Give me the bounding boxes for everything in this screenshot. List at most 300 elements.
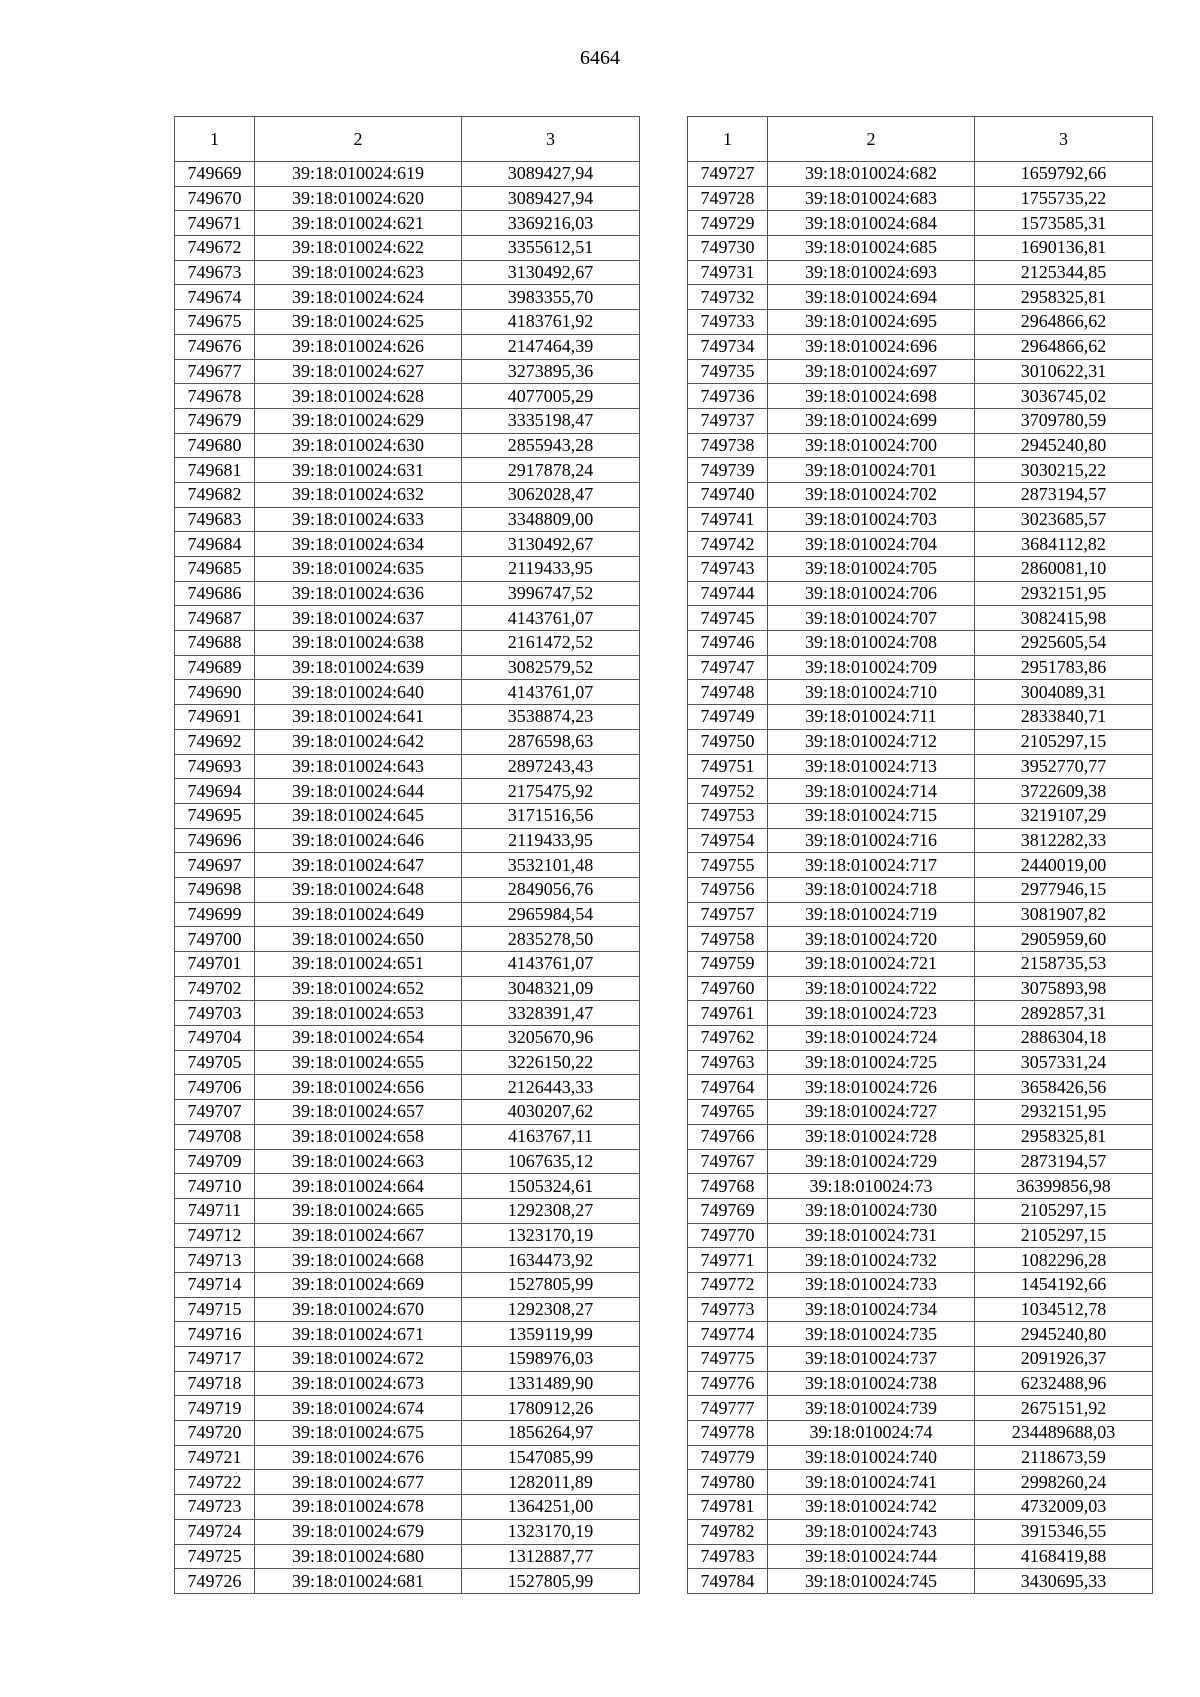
value-cell: 2925605,54 <box>975 631 1153 656</box>
row-number-cell: 749730 <box>688 236 768 261</box>
cadastral-number-cell: 39:18:010024:640 <box>255 680 462 705</box>
value-cell: 1292308,27 <box>462 1198 640 1223</box>
value-cell: 2873194,57 <box>975 482 1153 507</box>
value-cell: 3709780,59 <box>975 408 1153 433</box>
table-row <box>175 507 640 532</box>
row-number-cell: 749772 <box>688 1272 768 1297</box>
cadastral-number-cell: 39:18:010024:716 <box>768 828 975 853</box>
cadastral-number-cell: 39:18:010024:725 <box>768 1050 975 1075</box>
value-cell: 2886304,18 <box>975 1026 1153 1051</box>
value-cell: 3010622,31 <box>975 359 1153 384</box>
row-number-cell: 749688 <box>175 631 255 656</box>
cadastral-number-cell: 39:18:010024:631 <box>255 458 462 483</box>
data-table-left <box>174 116 640 1594</box>
row-number-cell: 749741 <box>688 507 768 532</box>
row-number-cell: 749775 <box>688 1347 768 1372</box>
value-cell: 1312887,77 <box>462 1544 640 1569</box>
cadastral-number-cell: 39:18:010024:701 <box>768 458 975 483</box>
table-row <box>175 902 640 927</box>
row-number-cell: 749718 <box>175 1371 255 1396</box>
table-row <box>175 655 640 680</box>
cadastral-number-cell: 39:18:010024:621 <box>255 211 462 236</box>
cadastral-number-cell: 39:18:010024:680 <box>255 1544 462 1569</box>
table-row <box>688 482 1153 507</box>
table-row <box>688 828 1153 853</box>
table-row <box>688 433 1153 458</box>
value-cell: 1527805,99 <box>462 1272 640 1297</box>
cadastral-number-cell: 39:18:010024:620 <box>255 186 462 211</box>
row-number-cell: 749783 <box>688 1544 768 1569</box>
value-cell: 2932151,95 <box>975 1100 1153 1125</box>
row-number-cell: 749681 <box>175 458 255 483</box>
value-cell: 3684112,82 <box>975 532 1153 557</box>
row-number-cell: 749704 <box>175 1026 255 1051</box>
cadastral-number-cell: 39:18:010024:698 <box>768 384 975 409</box>
table-row <box>175 1495 640 1520</box>
row-number-cell: 749774 <box>688 1322 768 1347</box>
table-row <box>175 877 640 902</box>
table-row <box>175 162 640 187</box>
cadastral-number-cell: 39:18:010024:700 <box>768 433 975 458</box>
table-row <box>688 1371 1153 1396</box>
row-number-cell: 749762 <box>688 1026 768 1051</box>
table-row <box>175 803 640 828</box>
value-cell: 2175475,92 <box>462 779 640 804</box>
cadastral-number-cell: 39:18:010024:630 <box>255 433 462 458</box>
cadastral-number-cell: 39:18:010024:669 <box>255 1272 462 1297</box>
cadastral-number-cell: 39:18:010024:638 <box>255 631 462 656</box>
value-cell: 3658426,56 <box>975 1075 1153 1100</box>
table-row <box>175 729 640 754</box>
table-row <box>175 1100 640 1125</box>
value-cell: 2964866,62 <box>975 310 1153 335</box>
value-cell: 6232488,96 <box>975 1371 1153 1396</box>
table-row <box>175 1198 640 1223</box>
table-row <box>175 186 640 211</box>
value-cell: 3030215,22 <box>975 458 1153 483</box>
value-cell: 2945240,80 <box>975 433 1153 458</box>
row-number-cell: 749678 <box>175 384 255 409</box>
row-number-cell: 749728 <box>688 186 768 211</box>
table-row <box>175 779 640 804</box>
row-number-cell: 749744 <box>688 581 768 606</box>
table-row <box>688 458 1153 483</box>
cadastral-number-cell: 39:18:010024:715 <box>768 803 975 828</box>
row-number-cell: 749723 <box>175 1495 255 1520</box>
table-row <box>175 1001 640 1026</box>
value-cell: 4143761,07 <box>462 952 640 977</box>
table-row <box>688 1421 1153 1446</box>
value-cell: 4077005,29 <box>462 384 640 409</box>
cadastral-number-cell: 39:18:010024:728 <box>768 1124 975 1149</box>
cadastral-number-cell: 39:18:010024:645 <box>255 803 462 828</box>
cadastral-number-cell: 39:18:010024:684 <box>768 211 975 236</box>
table-row <box>688 754 1153 779</box>
table-row <box>688 507 1153 532</box>
cadastral-number-cell: 39:18:010024:729 <box>768 1149 975 1174</box>
row-number-cell: 749687 <box>175 606 255 631</box>
row-number-cell: 749748 <box>688 680 768 705</box>
value-cell: 1659792,66 <box>975 162 1153 187</box>
cadastral-number-cell: 39:18:010024:724 <box>768 1026 975 1051</box>
row-number-cell: 749709 <box>175 1149 255 1174</box>
cadastral-number-cell: 39:18:010024:622 <box>255 236 462 261</box>
table-row <box>175 211 640 236</box>
cadastral-number-cell: 39:18:010024:625 <box>255 310 462 335</box>
cadastral-number-cell: 39:18:010024:733 <box>768 1272 975 1297</box>
row-number-cell: 749679 <box>175 408 255 433</box>
value-cell: 3226150,22 <box>462 1050 640 1075</box>
row-number-cell: 749692 <box>175 729 255 754</box>
value-cell: 3328391,47 <box>462 1001 640 1026</box>
value-cell: 1505324,61 <box>462 1174 640 1199</box>
value-cell: 2119433,95 <box>462 557 640 582</box>
row-number-cell: 749677 <box>175 359 255 384</box>
table-row <box>175 384 640 409</box>
value-cell: 1359119,99 <box>462 1322 640 1347</box>
table-row <box>688 952 1153 977</box>
row-number-cell: 749781 <box>688 1495 768 1520</box>
table-row <box>688 408 1153 433</box>
row-number-cell: 749672 <box>175 236 255 261</box>
value-cell: 1856264,97 <box>462 1421 640 1446</box>
cadastral-number-cell: 39:18:010024:655 <box>255 1050 462 1075</box>
column-header: 2 <box>768 117 975 162</box>
table-row <box>175 1050 640 1075</box>
table-row <box>688 260 1153 285</box>
row-number-cell: 749708 <box>175 1124 255 1149</box>
cadastral-number-cell: 39:18:010024:708 <box>768 631 975 656</box>
table-row <box>688 186 1153 211</box>
table-row <box>688 803 1153 828</box>
value-cell: 1323170,19 <box>462 1223 640 1248</box>
table-row <box>688 655 1153 680</box>
table-header-row <box>688 117 1153 162</box>
value-cell: 3348809,00 <box>462 507 640 532</box>
cadastral-number-cell: 39:18:010024:647 <box>255 853 462 878</box>
value-cell: 2105297,15 <box>975 729 1153 754</box>
value-cell: 4168419,88 <box>975 1544 1153 1569</box>
row-number-cell: 749771 <box>688 1248 768 1273</box>
value-cell: 1364251,00 <box>462 1495 640 1520</box>
value-cell: 2158735,53 <box>975 952 1153 977</box>
row-number-cell: 749725 <box>175 1544 255 1569</box>
row-number-cell: 749703 <box>175 1001 255 1026</box>
row-number-cell: 749726 <box>175 1569 255 1594</box>
cadastral-number-cell: 39:18:010024:673 <box>255 1371 462 1396</box>
value-cell: 2873194,57 <box>975 1149 1153 1174</box>
cadastral-number-cell: 39:18:010024:683 <box>768 186 975 211</box>
cadastral-number-cell: 39:18:010024:704 <box>768 532 975 557</box>
value-cell: 4143761,07 <box>462 680 640 705</box>
cadastral-number-cell: 39:18:010024:719 <box>768 902 975 927</box>
row-number-cell: 749760 <box>688 976 768 1001</box>
cadastral-number-cell: 39:18:010024:657 <box>255 1100 462 1125</box>
cadastral-number-cell: 39:18:010024:633 <box>255 507 462 532</box>
cadastral-number-cell: 39:18:010024:629 <box>255 408 462 433</box>
table-row <box>688 1569 1153 1594</box>
cadastral-number-cell: 39:18:010024:670 <box>255 1297 462 1322</box>
row-number-cell: 749739 <box>688 458 768 483</box>
table-row <box>175 532 640 557</box>
row-number-cell: 749759 <box>688 952 768 977</box>
cadastral-number-cell: 39:18:010024:626 <box>255 334 462 359</box>
value-cell: 3532101,48 <box>462 853 640 878</box>
table-row <box>688 1347 1153 1372</box>
row-number-cell: 749751 <box>688 754 768 779</box>
table-row <box>175 1396 640 1421</box>
cadastral-number-cell: 39:18:010024:693 <box>768 260 975 285</box>
value-cell: 4163767,11 <box>462 1124 640 1149</box>
value-cell: 2945240,80 <box>975 1322 1153 1347</box>
table-row <box>688 1470 1153 1495</box>
table-row <box>175 1124 640 1149</box>
row-number-cell: 749690 <box>175 680 255 705</box>
value-cell: 2125344,85 <box>975 260 1153 285</box>
cadastral-number-cell: 39:18:010024:743 <box>768 1519 975 1544</box>
cadastral-number-cell: 39:18:010024:651 <box>255 952 462 977</box>
value-cell: 2958325,81 <box>975 285 1153 310</box>
value-cell: 2105297,15 <box>975 1198 1153 1223</box>
value-cell: 1598976,03 <box>462 1347 640 1372</box>
cadastral-number-cell: 39:18:010024:710 <box>768 680 975 705</box>
row-number-cell: 749770 <box>688 1223 768 1248</box>
table-row <box>175 236 640 261</box>
table-row <box>175 1421 640 1446</box>
cadastral-number-cell: 39:18:010024:727 <box>768 1100 975 1125</box>
table-row <box>688 211 1153 236</box>
row-number-cell: 749676 <box>175 334 255 359</box>
table-row <box>175 557 640 582</box>
value-cell: 2860081,10 <box>975 557 1153 582</box>
row-number-cell: 749706 <box>175 1075 255 1100</box>
cadastral-number-cell: 39:18:010024:635 <box>255 557 462 582</box>
value-cell: 2147464,39 <box>462 334 640 359</box>
cadastral-number-cell: 39:18:010024:711 <box>768 705 975 730</box>
value-cell: 3089427,94 <box>462 162 640 187</box>
cadastral-number-cell: 39:18:010024:713 <box>768 754 975 779</box>
cadastral-number-cell: 39:18:010024:720 <box>768 927 975 952</box>
cadastral-number-cell: 39:18:010024:732 <box>768 1248 975 1273</box>
cadastral-number-cell: 39:18:010024:717 <box>768 853 975 878</box>
table-row <box>688 581 1153 606</box>
table-row <box>175 1026 640 1051</box>
row-number-cell: 749717 <box>175 1347 255 1372</box>
row-number-cell: 749714 <box>175 1272 255 1297</box>
cadastral-number-cell: 39:18:010024:642 <box>255 729 462 754</box>
cadastral-number-cell: 39:18:010024:653 <box>255 1001 462 1026</box>
table-row <box>175 606 640 631</box>
value-cell: 2833840,71 <box>975 705 1153 730</box>
row-number-cell: 749782 <box>688 1519 768 1544</box>
value-cell: 1082296,28 <box>975 1248 1153 1273</box>
table-row <box>175 828 640 853</box>
row-number-cell: 749769 <box>688 1198 768 1223</box>
table-row <box>688 631 1153 656</box>
value-cell: 3219107,29 <box>975 803 1153 828</box>
value-cell: 4183761,92 <box>462 310 640 335</box>
value-cell: 2119433,95 <box>462 828 640 853</box>
row-number-cell: 749766 <box>688 1124 768 1149</box>
cadastral-number-cell: 39:18:010024:641 <box>255 705 462 730</box>
cadastral-number-cell: 39:18:010024:672 <box>255 1347 462 1372</box>
value-cell: 3205670,96 <box>462 1026 640 1051</box>
cadastral-number-cell: 39:18:010024:706 <box>768 581 975 606</box>
row-number-cell: 749671 <box>175 211 255 236</box>
row-number-cell: 749765 <box>688 1100 768 1125</box>
value-cell: 1282011,89 <box>462 1470 640 1495</box>
row-number-cell: 749715 <box>175 1297 255 1322</box>
column-header: 2 <box>255 117 462 162</box>
row-number-cell: 749720 <box>175 1421 255 1446</box>
table-row <box>688 1026 1153 1051</box>
cadastral-number-cell: 39:18:010024:627 <box>255 359 462 384</box>
value-cell: 2855943,28 <box>462 433 640 458</box>
cadastral-number-cell: 39:18:010024:738 <box>768 1371 975 1396</box>
table-row <box>175 359 640 384</box>
cadastral-number-cell: 39:18:010024:667 <box>255 1223 462 1248</box>
row-number-cell: 749746 <box>688 631 768 656</box>
value-cell: 1573585,31 <box>975 211 1153 236</box>
row-number-cell: 749732 <box>688 285 768 310</box>
table-row <box>688 1396 1153 1421</box>
row-number-cell: 749713 <box>175 1248 255 1273</box>
column-header: 1 <box>688 117 768 162</box>
table-row <box>688 705 1153 730</box>
row-number-cell: 749753 <box>688 803 768 828</box>
value-cell: 2998260,24 <box>975 1470 1153 1495</box>
table-row <box>688 334 1153 359</box>
cadastral-number-cell: 39:18:010024:664 <box>255 1174 462 1199</box>
column-header: 3 <box>975 117 1153 162</box>
cadastral-number-cell: 39:18:010024:695 <box>768 310 975 335</box>
value-cell: 2091926,37 <box>975 1347 1153 1372</box>
value-cell: 2905959,60 <box>975 927 1153 952</box>
table-row <box>175 1519 640 1544</box>
cadastral-number-cell: 39:18:010024:637 <box>255 606 462 631</box>
table-row <box>175 754 640 779</box>
value-cell: 3089427,94 <box>462 186 640 211</box>
cadastral-number-cell: 39:18:010024:702 <box>768 482 975 507</box>
value-cell: 1323170,19 <box>462 1519 640 1544</box>
cadastral-number-cell: 39:18:010024:634 <box>255 532 462 557</box>
cadastral-number-cell: 39:18:010024:735 <box>768 1322 975 1347</box>
table-row <box>688 606 1153 631</box>
value-cell: 3430695,33 <box>975 1569 1153 1594</box>
row-number-cell: 749716 <box>175 1322 255 1347</box>
table-row <box>688 1001 1153 1026</box>
row-number-cell: 749779 <box>688 1445 768 1470</box>
table-row <box>175 1075 640 1100</box>
cadastral-number-cell: 39:18:010024:740 <box>768 1445 975 1470</box>
cadastral-number-cell: 39:18:010024:73 <box>768 1174 975 1199</box>
cadastral-number-cell: 39:18:010024:745 <box>768 1569 975 1594</box>
table-row <box>175 1272 640 1297</box>
cadastral-number-cell: 39:18:010024:744 <box>768 1544 975 1569</box>
table-row <box>688 557 1153 582</box>
row-number-cell: 749702 <box>175 976 255 1001</box>
table-row <box>688 927 1153 952</box>
cadastral-number-cell: 39:18:010024:709 <box>768 655 975 680</box>
row-number-cell: 749764 <box>688 1075 768 1100</box>
value-cell: 2958325,81 <box>975 1124 1153 1149</box>
table-row <box>688 1544 1153 1569</box>
table-row <box>175 1569 640 1594</box>
cadastral-number-cell: 39:18:010024:644 <box>255 779 462 804</box>
value-cell: 3082579,52 <box>462 655 640 680</box>
cadastral-number-cell: 39:18:010024:681 <box>255 1569 462 1594</box>
row-number-cell: 749733 <box>688 310 768 335</box>
page-number: 6464 <box>580 47 620 69</box>
row-number-cell: 749684 <box>175 532 255 557</box>
value-cell: 36399856,98 <box>975 1174 1153 1199</box>
cadastral-number-cell: 39:18:010024:674 <box>255 1396 462 1421</box>
table-row <box>688 902 1153 927</box>
value-cell: 3369216,03 <box>462 211 640 236</box>
table-row <box>688 310 1153 335</box>
row-number-cell: 749757 <box>688 902 768 927</box>
cadastral-number-cell: 39:18:010024:658 <box>255 1124 462 1149</box>
value-cell: 3057331,24 <box>975 1050 1153 1075</box>
table-row <box>175 976 640 1001</box>
table-row <box>688 1297 1153 1322</box>
row-number-cell: 749767 <box>688 1149 768 1174</box>
table-row <box>175 310 640 335</box>
row-number-cell: 749737 <box>688 408 768 433</box>
cadastral-number-cell: 39:18:010024:714 <box>768 779 975 804</box>
value-cell: 3082415,98 <box>975 606 1153 631</box>
row-number-cell: 749697 <box>175 853 255 878</box>
row-number-cell: 749721 <box>175 1445 255 1470</box>
table-row <box>175 853 640 878</box>
row-number-cell: 749754 <box>688 828 768 853</box>
table-row <box>175 458 640 483</box>
cadastral-number-cell: 39:18:010024:734 <box>768 1297 975 1322</box>
cadastral-number-cell: 39:18:010024:639 <box>255 655 462 680</box>
row-number-cell: 749742 <box>688 532 768 557</box>
value-cell: 1527805,99 <box>462 1569 640 1594</box>
value-cell: 2932151,95 <box>975 581 1153 606</box>
row-number-cell: 749674 <box>175 285 255 310</box>
table-row <box>175 482 640 507</box>
table-row <box>175 927 640 952</box>
row-number-cell: 749776 <box>688 1371 768 1396</box>
cadastral-number-cell: 39:18:010024:705 <box>768 557 975 582</box>
value-cell: 2876598,63 <box>462 729 640 754</box>
cadastral-number-cell: 39:18:010024:696 <box>768 334 975 359</box>
value-cell: 2849056,76 <box>462 877 640 902</box>
value-cell: 3048321,09 <box>462 976 640 1001</box>
row-number-cell: 749738 <box>688 433 768 458</box>
table-row <box>175 1445 640 1470</box>
row-number-cell: 749756 <box>688 877 768 902</box>
row-number-cell: 749699 <box>175 902 255 927</box>
table-row <box>688 1519 1153 1544</box>
value-cell: 2917878,24 <box>462 458 640 483</box>
table-row <box>688 1223 1153 1248</box>
table-row <box>688 1198 1153 1223</box>
table-row <box>688 729 1153 754</box>
table-row <box>688 1495 1153 1520</box>
value-cell: 2118673,59 <box>975 1445 1153 1470</box>
row-number-cell: 749670 <box>175 186 255 211</box>
row-number-cell: 749724 <box>175 1519 255 1544</box>
row-number-cell: 749673 <box>175 260 255 285</box>
row-number-cell: 749695 <box>175 803 255 828</box>
table-row <box>175 1297 640 1322</box>
value-cell: 3983355,70 <box>462 285 640 310</box>
table-row <box>688 1174 1153 1199</box>
